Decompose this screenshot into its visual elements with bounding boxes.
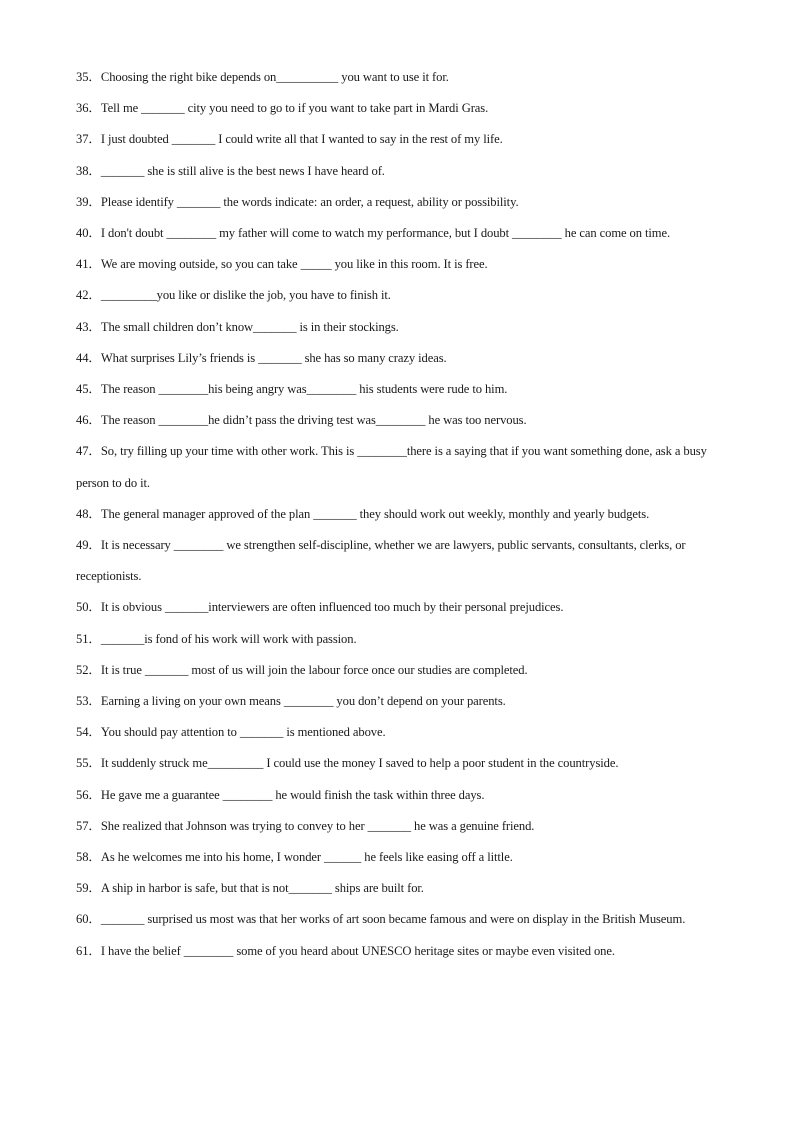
question-number: 38．	[76, 163, 101, 178]
question-text: You should pay attention to _______ is mentioned above.	[100, 725, 386, 740]
question-text: I have the belief ________ some of you heard about UNESCO heritage sites or maybe even visited one.	[100, 943, 615, 958]
question-text: It suddenly struck me_________ I could use the money I saved to help a poor student in the countryside.	[100, 756, 619, 771]
question-number: 49．	[76, 538, 101, 553]
question-number: 60．	[76, 912, 101, 927]
question-number: 53．	[76, 694, 101, 709]
question-number: 45．	[76, 382, 101, 397]
question-text: It is necessary ________ we strengthen self-discipline, whether we are lawyers, public servants, consultants, clerks, or receptionists.	[76, 538, 686, 584]
question-number: 44．	[76, 350, 101, 365]
question-37	[76, 124, 718, 155]
question-45	[76, 374, 718, 405]
question-58	[76, 842, 718, 873]
question-39	[76, 187, 718, 218]
question-number: 54．	[76, 725, 101, 740]
question-number: 47．	[76, 444, 101, 459]
question-number: 46．	[76, 413, 101, 428]
question-text: So, try filling up your time with other work. This is ________there is a saying that if you want something done, ask a busy person to do it.	[76, 444, 707, 490]
question-text: She realized that Johnson was trying to convey to her _______ he was a genuine friend.	[100, 818, 535, 833]
question-text: What surprises Lily’s friends is _______ she has so many crazy ideas.	[100, 350, 447, 365]
question-list	[76, 62, 718, 967]
question-text: The general manager approved of the plan _______ they should work out weekly, monthly and yearly budgets.	[100, 506, 650, 521]
question-48	[76, 499, 718, 530]
question-56	[76, 780, 718, 811]
question-number: 52．	[76, 662, 101, 677]
question-number: 42．	[76, 288, 101, 303]
question-number: 40．	[76, 226, 101, 241]
question-46	[76, 405, 718, 436]
question-42	[76, 280, 718, 311]
question-number: 56．	[76, 787, 101, 802]
question-text: _______is fond of his work will work with passion.	[100, 631, 357, 646]
question-47	[76, 436, 718, 498]
question-41	[76, 249, 718, 280]
question-text: Tell me _______ city you need to go to if you want to take part in Mardi Gras.	[100, 101, 489, 116]
question-text: Earning a living on your own means ________ you don’t depend on your parents.	[100, 694, 506, 709]
question-number: 58．	[76, 850, 101, 865]
question-text: It is obvious _______interviewers are often influenced too much by their personal prejudices.	[100, 600, 564, 615]
question-36	[76, 93, 718, 124]
question-57	[76, 811, 718, 842]
question-text: The small children don’t know_______ is in their stockings.	[100, 319, 399, 334]
question-44	[76, 343, 718, 374]
question-55	[76, 748, 718, 779]
question-43	[76, 312, 718, 343]
question-51	[76, 624, 718, 655]
question-text: The reason ________he didn’t pass the driving test was________ he was too nervous.	[100, 413, 527, 428]
question-number: 61．	[76, 943, 101, 958]
question-number: 48．	[76, 506, 101, 521]
question-text: _________you like or dislike the job, you have to finish it.	[100, 288, 391, 303]
question-54	[76, 717, 718, 748]
question-38	[76, 156, 718, 187]
question-35	[76, 62, 718, 93]
question-52	[76, 655, 718, 686]
question-text: _______ she is still alive is the best news I have heard of.	[100, 163, 385, 178]
question-text: He gave me a guarantee ________ he would finish the task within three days.	[100, 787, 485, 802]
question-text: Please identify _______ the words indicate: an order, a request, ability or possibility.	[100, 194, 519, 209]
question-number: 43．	[76, 319, 101, 334]
question-number: 59．	[76, 881, 101, 896]
question-number: 51．	[76, 631, 101, 646]
question-number: 55．	[76, 756, 101, 771]
question-number: 57．	[76, 818, 101, 833]
question-number: 41．	[76, 257, 101, 272]
question-text: _______ surprised us most was that her works of art soon became famous and were on display in the British Museum.	[100, 912, 686, 927]
question-text: I don't doubt ________ my father will come to watch my performance, but I doubt ________ he can come on time.	[100, 226, 671, 241]
question-number: 50．	[76, 600, 101, 615]
question-61	[76, 936, 718, 967]
question-text: Choosing the right bike depends on__________ you want to use it for.	[100, 70, 449, 84]
question-53	[76, 686, 718, 717]
question-text: As he welcomes me into his home, I wonder ______ he feels like easing off a little.	[100, 850, 513, 865]
question-text: I just doubted _______ I could write all that I wanted to say in the rest of my life.	[100, 132, 503, 147]
question-number: 39．	[76, 194, 101, 209]
question-40	[76, 218, 718, 249]
question-text: It is true _______ most of us will join the labour force once our studies are completed.	[100, 662, 528, 677]
question-49	[76, 530, 718, 592]
question-text: The reason ________his being angry was________ his students were rude to him.	[100, 382, 508, 397]
question-text: We are moving outside, so you can take _____ you like in this room. It is free.	[100, 257, 488, 272]
question-60	[76, 904, 718, 935]
question-number: 35．	[76, 70, 101, 84]
question-number: 36．	[76, 101, 101, 116]
question-50	[76, 592, 718, 623]
question-number: 37．	[76, 132, 101, 147]
question-59	[76, 873, 718, 904]
question-text: A ship in harbor is safe, but that is not_______ ships are built for.	[100, 881, 424, 896]
